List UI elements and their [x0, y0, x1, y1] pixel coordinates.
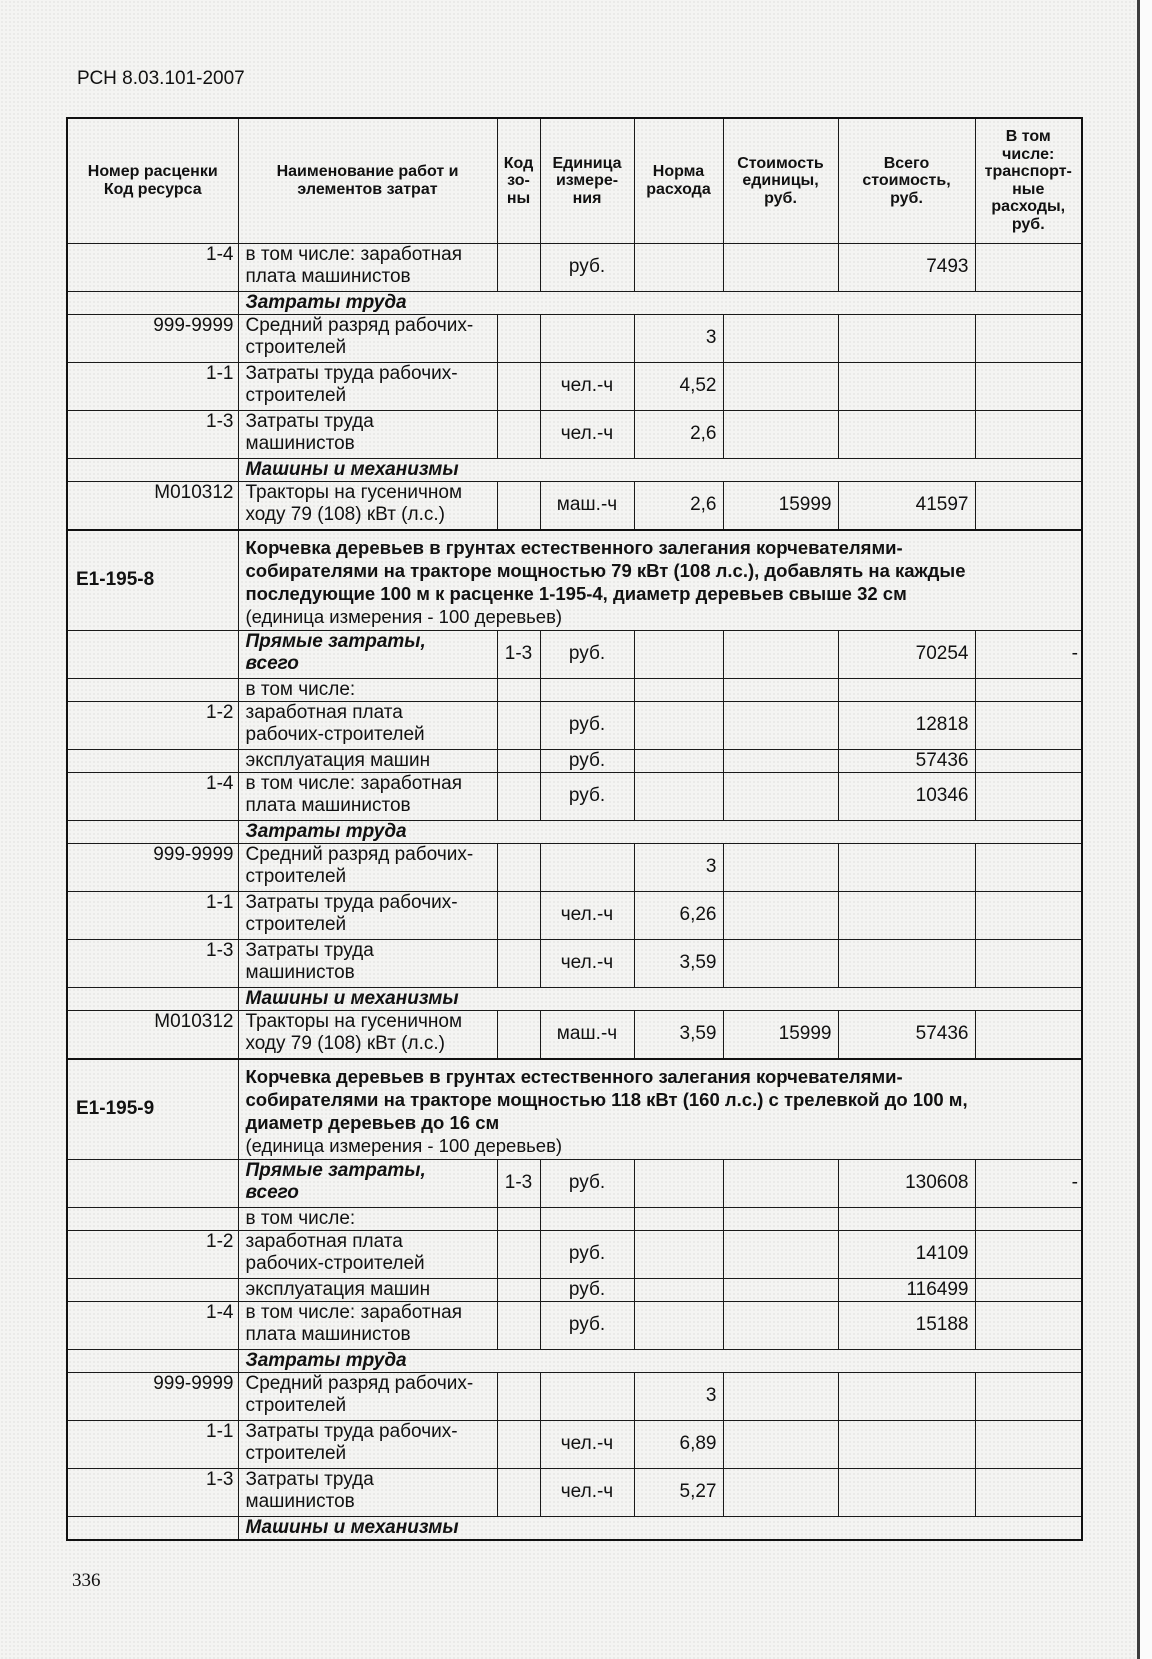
page-number: 336 [72, 1570, 101, 1591]
column-header-unit-cost: Стоимость единицы, руб. [723, 118, 838, 243]
unit-cost-cell [723, 1207, 838, 1230]
rate-code-cell: 1-2 [67, 701, 238, 749]
unit-cell: чел.-ч [540, 891, 634, 939]
rate-code-cell [67, 291, 238, 314]
direct-costs-label: Прямые затраты, всего [238, 1159, 497, 1207]
rate-code-cell: 999-9999 [67, 1372, 238, 1420]
section-row [67, 987, 1082, 1010]
rate-description-title: Корчевка деревьев в грунтах естественного залегания корчевателями- собирателями на тракторе мощностью 79 кВт (108 л.с.), добавлять на каждые последующие 100 м к расценке 1-195-4, диаметр деревьев свыше 32 см [245, 536, 966, 604]
unit-cell: руб. [540, 772, 634, 820]
work-name-cell: Затраты труда рабочих- строителей [238, 891, 497, 939]
transport-cost-cell [975, 1010, 1082, 1059]
norm-cell: 3 [634, 1372, 723, 1420]
rate-description [238, 530, 1082, 631]
work-name-cell: в том числе: заработная плата машинистов [238, 1301, 497, 1349]
rate-code-cell: 999-9999 [67, 843, 238, 891]
zone-code-cell [497, 1468, 540, 1516]
zone-code-cell: 1-3 [497, 630, 540, 678]
section-title: Затраты труда [238, 820, 1082, 843]
unit-cell: чел.-ч [540, 410, 634, 458]
unit-cost-cell [723, 362, 838, 410]
total-cost-cell: 130608 [838, 1159, 975, 1207]
total-cost-cell [838, 891, 975, 939]
unit-cell: руб. [540, 749, 634, 772]
rate-code-cell: М010312 [67, 1010, 238, 1059]
page-edge [1137, 0, 1140, 1659]
unit-cell [540, 1372, 634, 1420]
work-name-cell: в том числе: [238, 1207, 497, 1230]
work-name-cell: Затраты труда машинистов [238, 939, 497, 987]
transport-cost-cell [975, 678, 1082, 701]
work-name-cell: Средний разряд рабочих- строителей [238, 1372, 497, 1420]
section-title: Машины и механизмы [238, 458, 1082, 481]
zone-code-cell [497, 1420, 540, 1468]
rates-table [66, 117, 1083, 1541]
transport-cost-cell [975, 314, 1082, 362]
rate-description-title: Корчевка деревьев в грунтах естественного залегания корчевателями- собирателями на тракторе мощностью 118 кВт (160 л.с.) с трелевкой до 100 м, диаметр деревьев до 16 см [245, 1065, 968, 1133]
section-title: Машины и механизмы [238, 1516, 1082, 1540]
rate-code-cell: 1-3 [67, 410, 238, 458]
transport-cost-cell [975, 1278, 1082, 1301]
zone-code-cell [497, 243, 540, 291]
rate-code-cell: 1-3 [67, 939, 238, 987]
rate-code-cell [67, 458, 238, 481]
unit-cost-cell [723, 1420, 838, 1468]
zone-code-cell [497, 939, 540, 987]
zone-code-cell [497, 678, 540, 701]
total-cost-cell: 57436 [838, 749, 975, 772]
unit-cell: чел.-ч [540, 939, 634, 987]
unit-cell: маш.-ч [540, 1010, 634, 1059]
zone-code-cell [497, 1207, 540, 1230]
rate-description-row [67, 1059, 1082, 1160]
table-row [67, 749, 1082, 772]
rate-code-cell [67, 749, 238, 772]
norm-cell [634, 678, 723, 701]
transport-cost-cell [975, 243, 1082, 291]
unit-cost-cell [723, 1468, 838, 1516]
unit-cell: руб. [540, 630, 634, 678]
zone-code-cell [497, 749, 540, 772]
transport-cost-cell [975, 843, 1082, 891]
rate-code-cell [67, 987, 238, 1010]
section-row [67, 820, 1082, 843]
rate-code-cell [67, 1278, 238, 1301]
norm-cell [634, 630, 723, 678]
norm-cell [634, 1278, 723, 1301]
total-cost-cell [838, 1420, 975, 1468]
table-row [67, 1010, 1082, 1059]
table-row [67, 1372, 1082, 1420]
column-header-unit: Единица измере- ния [540, 118, 634, 243]
zone-code-cell [497, 1301, 540, 1349]
table-row [67, 481, 1082, 530]
norm-cell: 2,6 [634, 410, 723, 458]
table-row [67, 362, 1082, 410]
unit-cell: руб. [540, 1278, 634, 1301]
rate-code-cell [67, 1516, 238, 1540]
rate-code: Е1-195-9 [67, 1059, 238, 1160]
rate-unit-note: (единица измерения - 100 деревьев) [245, 1134, 563, 1156]
transport-cost-cell [975, 701, 1082, 749]
section-title: Машины и механизмы [238, 987, 1082, 1010]
work-name-cell: Средний разряд рабочих- строителей [238, 843, 497, 891]
norm-cell: 6,89 [634, 1420, 723, 1468]
total-cost-cell [838, 1207, 975, 1230]
section-title: Затраты труда [238, 1349, 1082, 1372]
zone-code-cell [497, 1372, 540, 1420]
norm-cell: 3 [634, 314, 723, 362]
unit-cell: руб. [540, 243, 634, 291]
total-cost-cell: 57436 [838, 1010, 975, 1059]
table-row [67, 1230, 1082, 1278]
unit-cost-cell [723, 701, 838, 749]
table-row [67, 1468, 1082, 1516]
norm-cell: 3 [634, 843, 723, 891]
column-header-work-name: Наименование работ и элементов затрат [238, 118, 497, 243]
running-header: РСН 8.03.101-2007 [77, 68, 245, 89]
zone-code-cell: 1-3 [497, 1159, 540, 1207]
zone-code-cell [497, 1010, 540, 1059]
work-name-cell: Тракторы на гусеничном ходу 79 (108) кВт (л.с.) [238, 481, 497, 530]
table-row [67, 1420, 1082, 1468]
transport-cost-cell [975, 410, 1082, 458]
total-cost-cell [838, 678, 975, 701]
norm-cell [634, 1159, 723, 1207]
table-row [67, 314, 1082, 362]
unit-cost-cell [723, 1301, 838, 1349]
total-cost-cell: 116499 [838, 1278, 975, 1301]
unit-cell: чел.-ч [540, 1420, 634, 1468]
total-cost-cell: 41597 [838, 481, 975, 530]
rate-code-cell: 1-1 [67, 362, 238, 410]
direct-costs-label: Прямые затраты, всего [238, 630, 497, 678]
scan-margin [1140, 0, 1152, 1659]
zone-code-cell [497, 843, 540, 891]
zone-code-cell [497, 891, 540, 939]
norm-cell: 3,59 [634, 1010, 723, 1059]
work-name-cell: эксплуатация машин [238, 1278, 497, 1301]
rate-code-cell: 999-9999 [67, 314, 238, 362]
rate-code-cell [67, 1159, 238, 1207]
work-name-cell: в том числе: [238, 678, 497, 701]
unit-cost-cell [723, 678, 838, 701]
direct-costs-row [67, 630, 1082, 678]
norm-cell: 6,26 [634, 891, 723, 939]
unit-cell [540, 843, 634, 891]
transport-cost-cell [975, 1301, 1082, 1349]
unit-cost-cell: 15999 [723, 1010, 838, 1059]
norm-cell: 2,6 [634, 481, 723, 530]
rate-code-cell: 1-1 [67, 1420, 238, 1468]
table-row [67, 678, 1082, 701]
rate-code-cell [67, 1349, 238, 1372]
unit-cost-cell [723, 630, 838, 678]
column-header-zone-code: Код зо- ны [497, 118, 540, 243]
table-row [67, 843, 1082, 891]
unit-cost-cell [723, 891, 838, 939]
section-row [67, 291, 1082, 314]
zone-code-cell [497, 1230, 540, 1278]
unit-cost-cell [723, 1159, 838, 1207]
work-name-cell: Тракторы на гусеничном ходу 79 (108) кВт (л.с.) [238, 1010, 497, 1059]
unit-cell: руб. [540, 1230, 634, 1278]
work-name-cell: заработная плата рабочих-строителей [238, 701, 497, 749]
unit-cost-cell [723, 410, 838, 458]
rate-code-cell: 1-3 [67, 1468, 238, 1516]
section-row [67, 458, 1082, 481]
norm-cell [634, 701, 723, 749]
work-name-cell: Средний разряд рабочих- строителей [238, 314, 497, 362]
norm-cell [634, 1301, 723, 1349]
unit-cell [540, 314, 634, 362]
total-cost-cell: 7493 [838, 243, 975, 291]
unit-cost-cell [723, 939, 838, 987]
unit-cell: чел.-ч [540, 362, 634, 410]
rate-code-cell: 1-4 [67, 1301, 238, 1349]
transport-cost-cell: - [975, 1159, 1082, 1207]
direct-costs-row [67, 1159, 1082, 1207]
total-cost-cell: 14109 [838, 1230, 975, 1278]
transport-cost-cell [975, 1372, 1082, 1420]
total-cost-cell [838, 1372, 975, 1420]
table-row [67, 243, 1082, 291]
work-name-cell: эксплуатация машин [238, 749, 497, 772]
total-cost-cell [838, 1468, 975, 1516]
work-name-cell: в том числе: заработная плата машинистов [238, 772, 497, 820]
rate-code-cell: 1-4 [67, 243, 238, 291]
transport-cost-cell: - [975, 630, 1082, 678]
unit-cost-cell: 15999 [723, 481, 838, 530]
work-name-cell: Затраты труда рабочих- строителей [238, 1420, 497, 1468]
unit-cell: чел.-ч [540, 1468, 634, 1516]
rate-code-cell: 1-2 [67, 1230, 238, 1278]
work-name-cell: заработная плата рабочих-строителей [238, 1230, 497, 1278]
unit-cell [540, 1207, 634, 1230]
work-name-cell: Затраты труда машинистов [238, 1468, 497, 1516]
table-row [67, 1278, 1082, 1301]
norm-cell: 5,27 [634, 1468, 723, 1516]
unit-cost-cell [723, 1230, 838, 1278]
zone-code-cell [497, 410, 540, 458]
table-row [67, 939, 1082, 987]
norm-cell: 3,59 [634, 939, 723, 987]
norm-cell: 4,52 [634, 362, 723, 410]
norm-cell [634, 772, 723, 820]
work-name-cell: Затраты труда рабочих- строителей [238, 362, 497, 410]
column-header-transport-cost: В том числе: транспорт- ные расходы, руб. [975, 118, 1082, 243]
zone-code-cell [497, 701, 540, 749]
table-row [67, 891, 1082, 939]
column-header-rate-code: Номер расценки Код ресурса [67, 118, 238, 243]
column-header-total-cost: Всего стоимость, руб. [838, 118, 975, 243]
zone-code-cell [497, 772, 540, 820]
table-row [67, 410, 1082, 458]
transport-cost-cell [975, 481, 1082, 530]
unit-cell: маш.-ч [540, 481, 634, 530]
total-cost-cell: 12818 [838, 701, 975, 749]
zone-code-cell [497, 314, 540, 362]
rate-code-cell: 1-1 [67, 891, 238, 939]
zone-code-cell [497, 1278, 540, 1301]
transport-cost-cell [975, 1420, 1082, 1468]
transport-cost-cell [975, 362, 1082, 410]
unit-cost-cell [723, 1278, 838, 1301]
total-cost-cell: 70254 [838, 630, 975, 678]
transport-cost-cell [975, 1207, 1082, 1230]
table-row [67, 772, 1082, 820]
rate-code-cell: 1-4 [67, 772, 238, 820]
unit-cost-cell [723, 314, 838, 362]
unit-cost-cell [723, 243, 838, 291]
unit-cell: руб. [540, 701, 634, 749]
transport-cost-cell [975, 749, 1082, 772]
norm-cell [634, 1230, 723, 1278]
unit-cell [540, 678, 634, 701]
total-cost-cell [838, 939, 975, 987]
rate-unit-note: (единица измерения - 100 деревьев) [245, 605, 563, 627]
transport-cost-cell [975, 1468, 1082, 1516]
table-header-row [67, 118, 1082, 243]
norm-cell [634, 1207, 723, 1230]
table-body [67, 243, 1082, 1540]
total-cost-cell [838, 843, 975, 891]
section-title: Затраты труда [238, 291, 1082, 314]
rate-code-cell [67, 820, 238, 843]
transport-cost-cell [975, 891, 1082, 939]
total-cost-cell [838, 362, 975, 410]
zone-code-cell [497, 362, 540, 410]
transport-cost-cell [975, 939, 1082, 987]
table-row [67, 1301, 1082, 1349]
total-cost-cell [838, 410, 975, 458]
norm-cell [634, 243, 723, 291]
unit-cost-cell [723, 843, 838, 891]
transport-cost-cell [975, 772, 1082, 820]
total-cost-cell [838, 314, 975, 362]
rate-code-cell [67, 630, 238, 678]
unit-cell: руб. [540, 1159, 634, 1207]
unit-cell: руб. [540, 1301, 634, 1349]
total-cost-cell: 10346 [838, 772, 975, 820]
rate-description-row [67, 530, 1082, 631]
rate-code: Е1-195-8 [67, 530, 238, 631]
norm-cell [634, 749, 723, 772]
rate-description [238, 1059, 1082, 1160]
work-name-cell: в том числе: заработная плата машинистов [238, 243, 497, 291]
rate-code-cell: М010312 [67, 481, 238, 530]
column-header-norm: Норма расхода [634, 118, 723, 243]
unit-cost-cell [723, 772, 838, 820]
work-name-cell: Затраты труда машинистов [238, 410, 497, 458]
unit-cost-cell [723, 1372, 838, 1420]
rate-code-cell [67, 1207, 238, 1230]
section-row [67, 1516, 1082, 1540]
section-row [67, 1349, 1082, 1372]
unit-cost-cell [723, 749, 838, 772]
rate-code-cell [67, 678, 238, 701]
table-row [67, 1207, 1082, 1230]
transport-cost-cell [975, 1230, 1082, 1278]
total-cost-cell: 15188 [838, 1301, 975, 1349]
zone-code-cell [497, 481, 540, 530]
table-row [67, 701, 1082, 749]
